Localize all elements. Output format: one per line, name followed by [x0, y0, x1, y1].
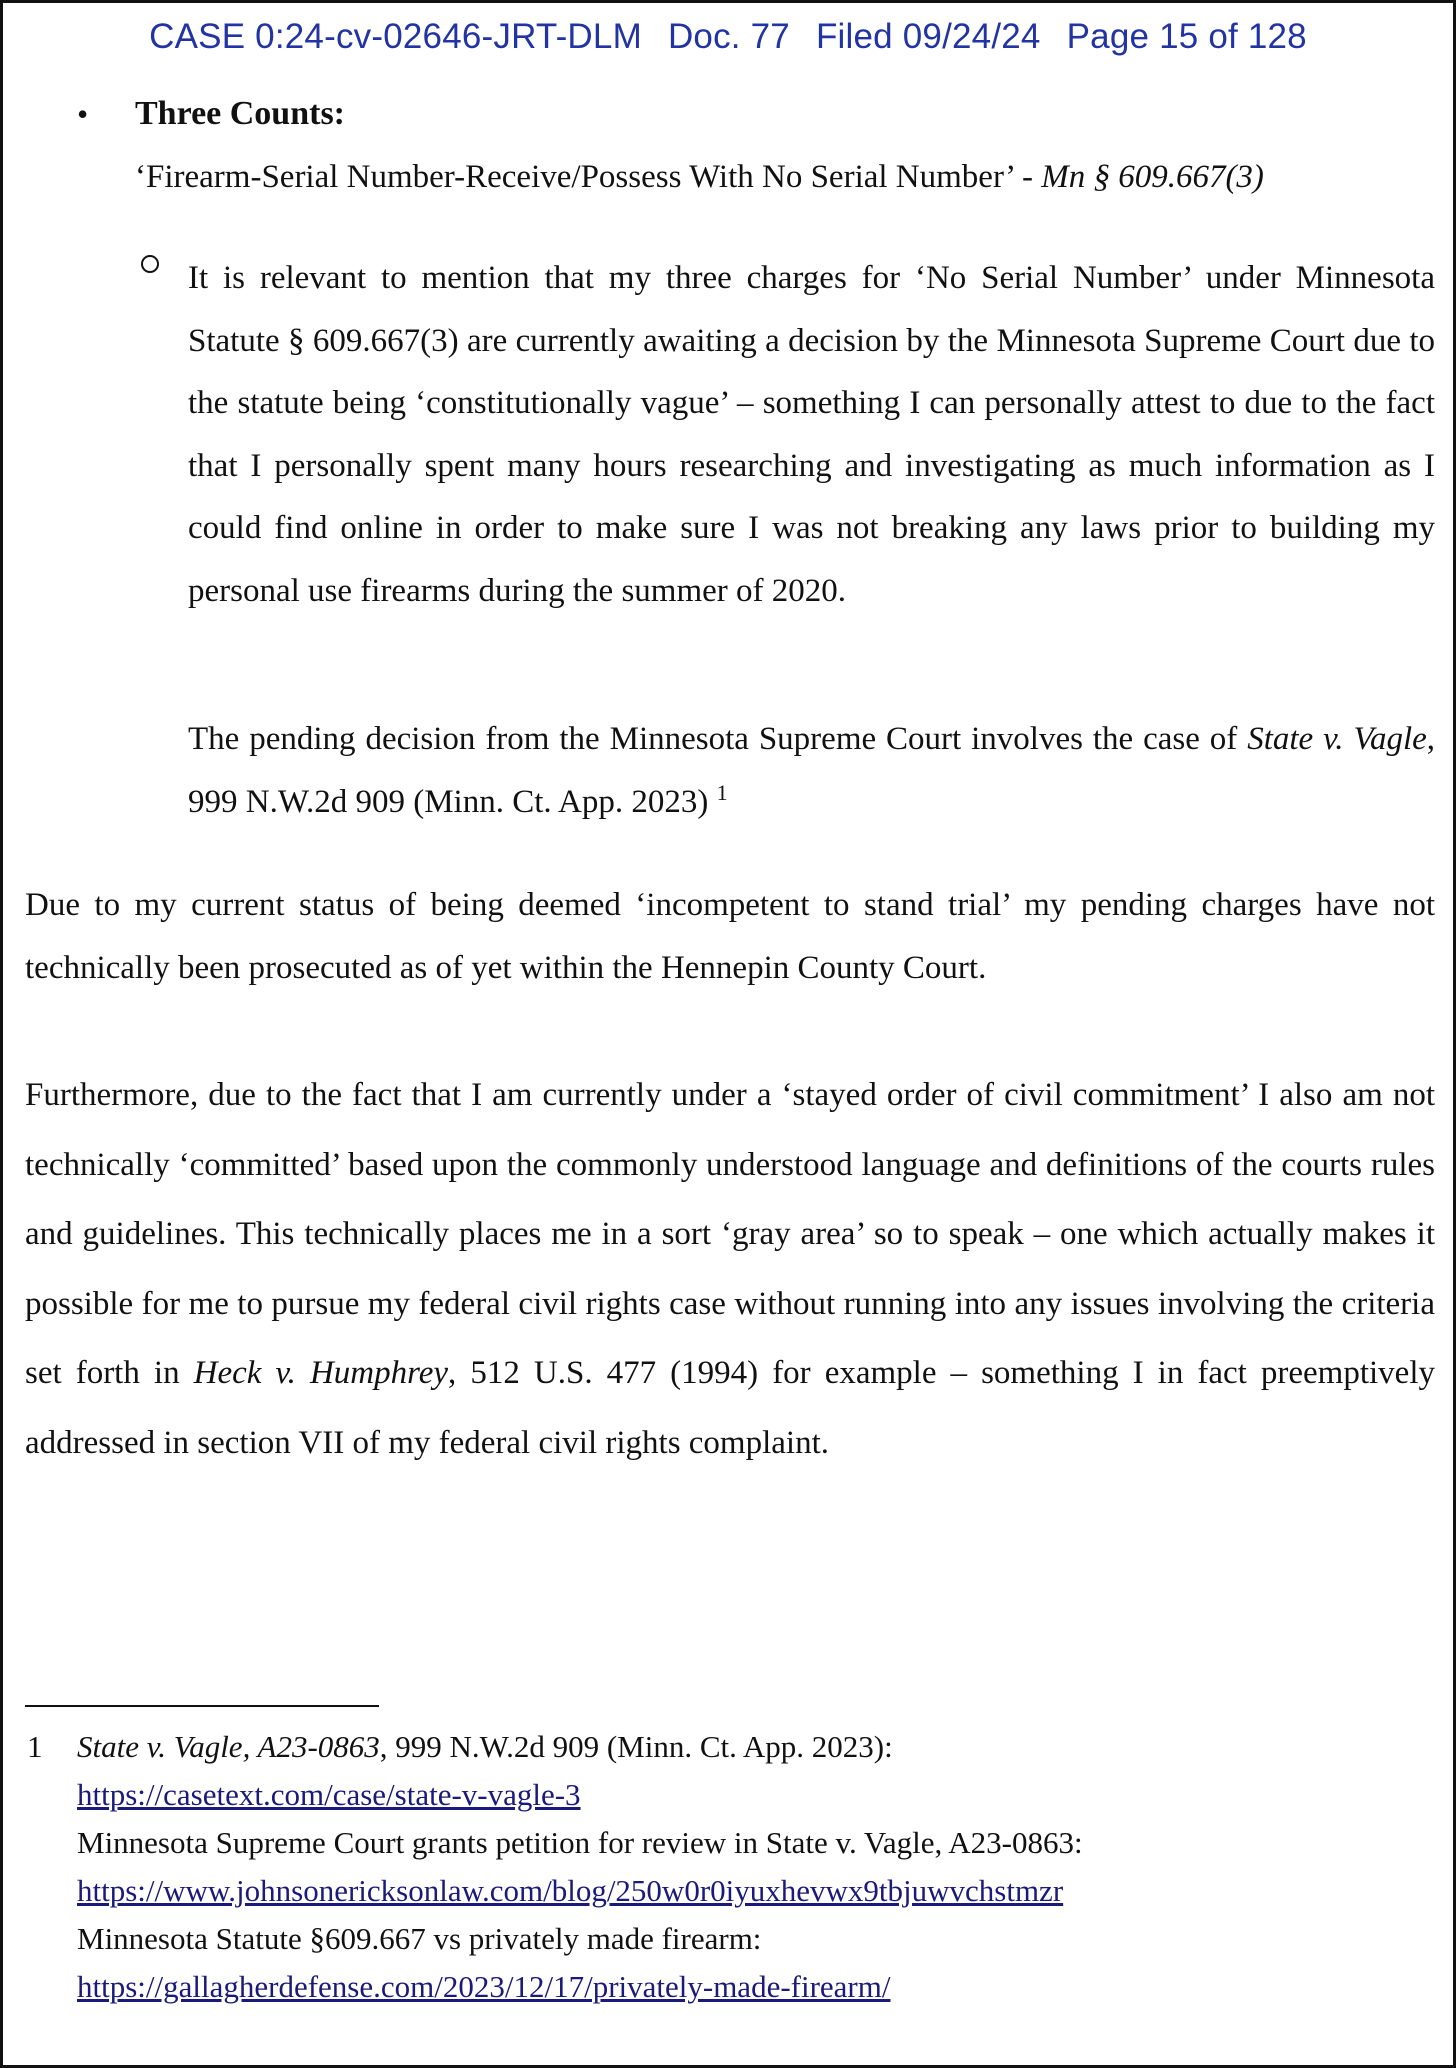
case-number: CASE 0:24-cv-02646-JRT-DLM: [149, 17, 642, 56]
gallagherdefense-link[interactable]: https://gallagherdefense.com/2023/12/17/privately-made-firearm/: [77, 1969, 891, 2004]
footnote-reference[interactable]: 1: [716, 780, 728, 805]
civil-commitment-paragraph: [25, 1061, 1435, 1478]
citation-rest: , 999 N.W.2d 909 (Minn. Ct. App. 2023): [188, 721, 1436, 820]
count-text: ‘Firearm-Serial Number-Receive/Possess With No Serial Number’ -: [135, 159, 1033, 195]
footnote-line-5: Minnesota Statute §609.667 vs privately made firearm:: [77, 1921, 762, 1956]
bullet-title: Three Counts:: [135, 95, 345, 132]
footnote-line-3: Minnesota Supreme Court grants petition for review in State v. Vagle, A23-0863:: [77, 1825, 1083, 1860]
pending-decision-text: The pending decision from the Minnesota Supreme Court involves the case of: [188, 721, 1248, 757]
case-citation: State v. Vagle: [1247, 721, 1427, 757]
page-number: Page 15 of 128: [1066, 17, 1307, 56]
filed-date: Filed 09/24/24: [815, 17, 1041, 56]
footnote-divider: [25, 1705, 379, 1707]
johnsonerickson-link[interactable]: https://www.johnsonericksonlaw.com/blog/250w0r0iyuxhevwx9tbjuwvchstmzr: [77, 1873, 1064, 1908]
bullet-icon: •: [77, 96, 89, 132]
doc-number: Doc. 77: [667, 17, 790, 56]
civil-commitment-text-end: , 512 U.S. 477 (1994) for example – something I in fact preemptively addressed in section VII of my federal civil rights complaint.: [25, 1355, 1435, 1461]
count-description: [135, 157, 1264, 197]
hollow-circle-bullet-icon: [141, 255, 159, 273]
incompetent-status-paragraph: Due to my current status of being deemed ‘incompetent to stand trial’ my pending charges have not technically been prosecuted as of yet within the Hennepin County Court.: [25, 887, 1435, 986]
footnote-citation-rest: , 999 N.W.2d 909 (Minn. Ct. App. 2023):: [379, 1729, 893, 1764]
footnote-case-citation: State v. Vagle, A23-0863: [77, 1729, 380, 1764]
footnote-line-1: [77, 1723, 1437, 1771]
case-header: [3, 17, 1453, 57]
sub-bullet-paragraph: It is relevant to mention that my three charges for ‘No Serial Number’ under Minnesota Statute § 609.667(3) are currently awaiting a decision by the Minnesota Supreme Court due to the statute being ‘constitutionally vague’ – something I can personally attest to due to the fact that I personally spent many hours researching and investigating as much information as I could find online in order to make sure I was not breaking any laws prior to building my personal use firearms during the summer of 2020.: [188, 260, 1435, 609]
civil-commitment-text: Furthermore, due to the fact that I am currently under a ‘stayed order of civil commitment’ I also am not technically ‘committed’ based upon the commonly understood language and definitions of the courts rules and guidelines. This technically places me in a sort ‘gray area’ so to speak – one which actually makes it possible for me to pursue my federal civil rights case without running into any issues involving the criteria set forth in: [25, 1077, 1435, 1391]
count-statute: Mn § 609.667(3): [1041, 159, 1264, 195]
footnote-body: [77, 1723, 1437, 2011]
pending-decision-paragraph: [188, 708, 1435, 834]
footnote-number: 1: [27, 1729, 43, 1764]
casetext-link[interactable]: https://casetext.com/case/state-v-vagle-3: [77, 1777, 581, 1812]
heck-case-citation: Heck v. Humphrey: [193, 1355, 449, 1391]
